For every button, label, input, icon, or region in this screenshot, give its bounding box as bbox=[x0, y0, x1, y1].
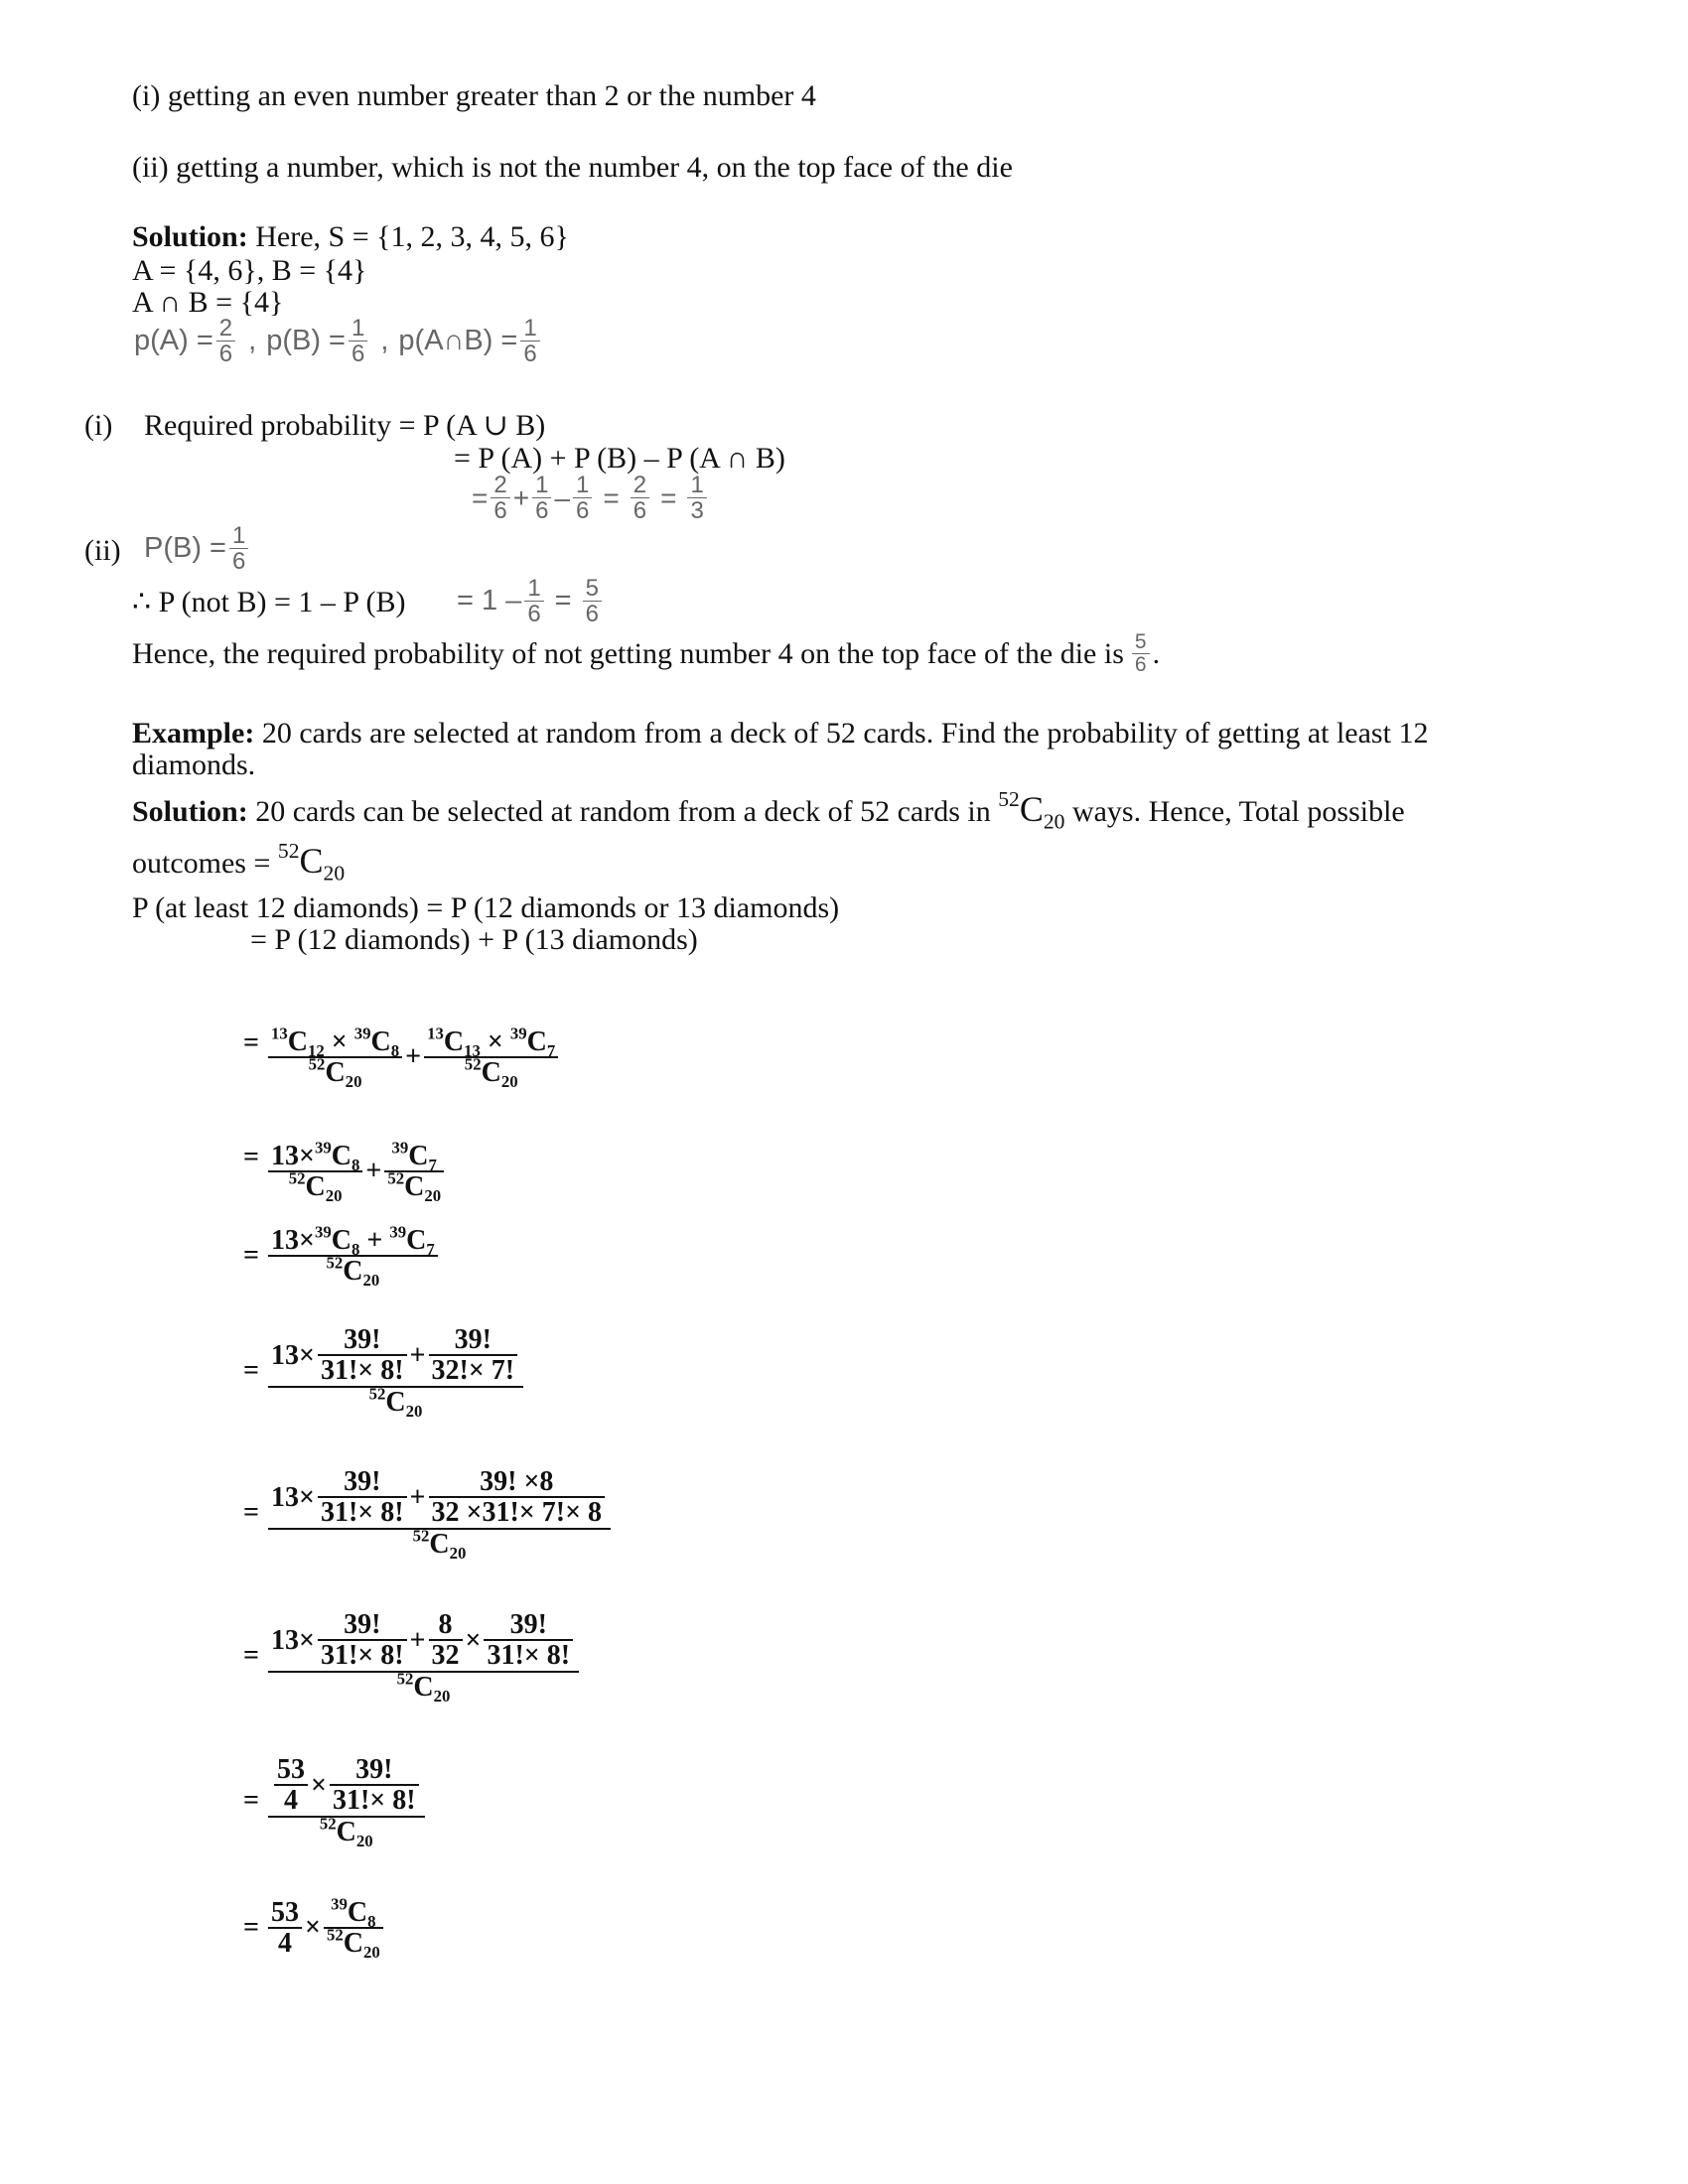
part-ii-line-2: ∴ P (not B) = 1 – P (B) bbox=[132, 586, 406, 618]
example-p-line-1: P (at least 12 diamonds) = P (12 diamonds or 13 diamonds) bbox=[132, 891, 840, 924]
part-ii-frac-2: $\frac{5}{6}$ bbox=[583, 576, 602, 626]
part-ii-pB: P(B) = $\frac{1}{6}$ bbox=[144, 523, 251, 574]
derivation-step-1: = $\frac{^{13}C_{12} \times ^{39}C_8}{^{52}C_{20}}$ + $\frac{^{13}C_{13} \times ^{39}C_7}{^{52}C_{20}}$ bbox=[243, 1027, 561, 1088]
example-outcomes-line: outcomes = $^{52}C_{20}$ bbox=[132, 838, 346, 886]
part-ii-pB-fraction: $\frac{1}{6}$ bbox=[229, 523, 248, 574]
part-i-calc: = $\frac{2}{6}$ + $\frac{1}{6}$ – $\frac{1}{6}$ = $\frac{2}{6}$ = $\frac{1}{3}$ bbox=[472, 473, 710, 523]
derivation-step-2: = $\frac{13\times^{39}C_8}{^{52}C_{20}}$ + $\frac{^{39}C_7}{^{52}C_{20}}$ bbox=[243, 1142, 447, 1202]
pA-fraction: $\frac{2}{6}$ bbox=[216, 316, 235, 366]
part-ii-frac-1: $\frac{1}{6}$ bbox=[524, 576, 543, 626]
example-line-2: diamonds. bbox=[132, 749, 256, 781]
conclusion-fraction: $\frac{5}{6}$ bbox=[1132, 631, 1150, 676]
derivation-step-8: = $\frac{53}{4}$ × $\frac{^{39}C_8}{^{52}C_{20}}$ bbox=[243, 1898, 386, 1959]
derivation-step-5: = 13× $\frac{39!}{31!\times 8!}$ + $\frac{39! \times 8}{32 \times 31!\times 7!\times 8}$ $^{52}C_{20}$ bbox=[243, 1467, 614, 1559]
derivation-step-7: = $\frac{53}{4}$ × $\frac{39!}{31!\times 8!}$ $^{52}C_{20}$ bbox=[243, 1755, 428, 1846]
pB-label: p(B) = bbox=[266, 325, 346, 357]
part-ii-marker: (ii) bbox=[84, 534, 121, 567]
calc-frac-4: $\frac{2}{6}$ bbox=[631, 473, 649, 523]
pB-fraction: $\frac{1}{6}$ bbox=[349, 316, 367, 366]
part-i-line-2: = P (A) + P (B) – P (A ∩ B) bbox=[454, 442, 785, 475]
calc-frac-1: $\frac{2}{6}$ bbox=[491, 473, 509, 523]
example-p-line-2: = P (12 diamonds) + P (13 diamonds) bbox=[250, 923, 698, 956]
solution-sample-space: Here, S = {1, 2, 3, 4, 5, 6} bbox=[255, 220, 569, 253]
solution-line-3: A ∩ B = {4} bbox=[132, 286, 284, 319]
solution-line-1 bbox=[132, 220, 569, 253]
pAB-fraction: $\frac{1}{6}$ bbox=[520, 316, 539, 366]
derivation-step-6: = 13× $\frac{39!}{31!\times 8!}$ + $\frac{8}{32}$ × $\frac{39!}{31!\times 8!}$ $^{52}C_{20}$ bbox=[243, 1610, 582, 1702]
derivation-step-3: = $\frac{13\times^{39}C_8 + ^{39}C_7}{^{52}C_{20}}$ bbox=[243, 1226, 441, 1287]
part-i-marker: (i) bbox=[84, 409, 113, 442]
probabilities-line: p(A) = $\frac{2}{6}$ , p(B) = $\frac{1}{6}$ , p(A∩B) = $\frac{1}{6}$ bbox=[134, 316, 543, 366]
pAB-label: p(A∩B) = bbox=[398, 325, 518, 357]
solution-label: Solution: bbox=[132, 220, 248, 253]
example-solution-line: Solution: 20 cards can be selected at random from a deck of 52 cards in $^{52}C_{20}$ ways. Hence, Total possible bbox=[132, 786, 1405, 834]
solution-line-2: A = {4, 6}, B = {4} bbox=[132, 254, 367, 287]
calc-frac-5: $\frac{1}{3}$ bbox=[687, 473, 706, 523]
example-line-1: Example: 20 cards are selected at random from a deck of 52 cards. Find the probability of getting at least 12 bbox=[132, 717, 1429, 750]
pA-label: p(A) = bbox=[134, 325, 213, 357]
intro-item-i: (i) getting an even number greater than 2 or the number 4 bbox=[132, 79, 816, 112]
part-i-line-1: Required probability = P (A ∪ B) bbox=[144, 409, 546, 442]
part-ii-conclusion: Hence, the required probability of not getting number 4 on the top face of the die is $\frac{5}{6}$ . bbox=[132, 630, 1161, 677]
calc-frac-3: $\frac{1}{6}$ bbox=[573, 473, 592, 523]
part-ii-calc: = 1 – $\frac{1}{6}$ = $\frac{5}{6}$ bbox=[457, 576, 605, 626]
intro-item-ii: (ii) getting a number, which is not the number 4, on the top face of the die bbox=[132, 151, 1013, 184]
derivation-step-4: = 13× $\frac{39!}{31!\times 8!}$ + $\frac{39!}{32!\times 7!}$ $^{52}C_{20}$ bbox=[243, 1325, 526, 1417]
calc-frac-2: $\frac{1}{6}$ bbox=[532, 473, 551, 523]
